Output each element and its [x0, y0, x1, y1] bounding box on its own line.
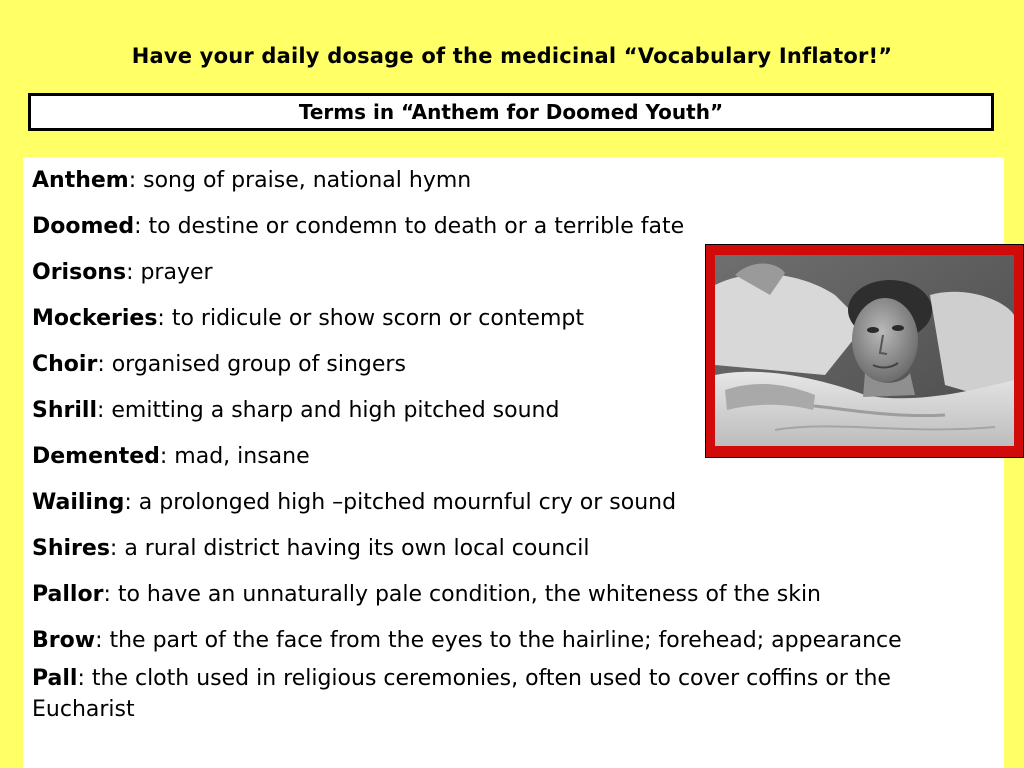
term: Shrill [32, 398, 97, 423]
definition-item [32, 625, 994, 656]
definition-text: : to ridicule or show scorn or contempt [157, 306, 584, 331]
definition-text: : the part of the face from the eyes to the hairline; forehead; appearance [95, 628, 902, 653]
definition-item [32, 579, 994, 610]
definition-text: : a prolonged high –pitched mournful cry or sound [124, 490, 677, 515]
definition-text: : to destine or condemn to death or a terrible fate [134, 214, 685, 239]
definition-item [32, 533, 994, 564]
page-title: Have your daily dosage of the medicinal “Vocabulary Inflator!” [131, 44, 893, 68]
definition-text: : to have an unnaturally pale condition, the whiteness of the skin [103, 582, 822, 607]
definition-text: : song of praise, national hymn [128, 168, 472, 193]
term: Orisons [32, 260, 127, 285]
wounded-soldier-photo [715, 255, 1014, 446]
term: Doomed [32, 214, 135, 239]
definition-item [32, 211, 994, 242]
term: Wailing [32, 490, 125, 515]
term: Mockeries [32, 306, 158, 331]
definition-item [32, 663, 994, 725]
term: Brow [32, 628, 96, 653]
subtitle-box: Terms in “Anthem for Doomed Youth” [28, 93, 994, 131]
term: Pallor [32, 582, 104, 607]
definition-text: : organised group of singers [97, 352, 406, 377]
definition-text: : prayer [126, 260, 213, 285]
term: Anthem [32, 168, 129, 193]
term: Shires [32, 536, 110, 561]
definition-text: : mad, insane [159, 444, 310, 469]
definition-text: : the cloth used in religious ceremonies, often used to cover coffins or the Eucharist [32, 666, 891, 722]
definition-text: : emitting a sharp and high pitched sound [96, 398, 560, 423]
photo-frame [705, 244, 1024, 458]
term: Demented [32, 444, 160, 469]
definition-item [32, 487, 994, 518]
term: Choir [32, 352, 98, 377]
term: Pall [32, 666, 78, 691]
definition-item [32, 165, 994, 196]
definition-text: : a rural district having its own local council [109, 536, 590, 561]
